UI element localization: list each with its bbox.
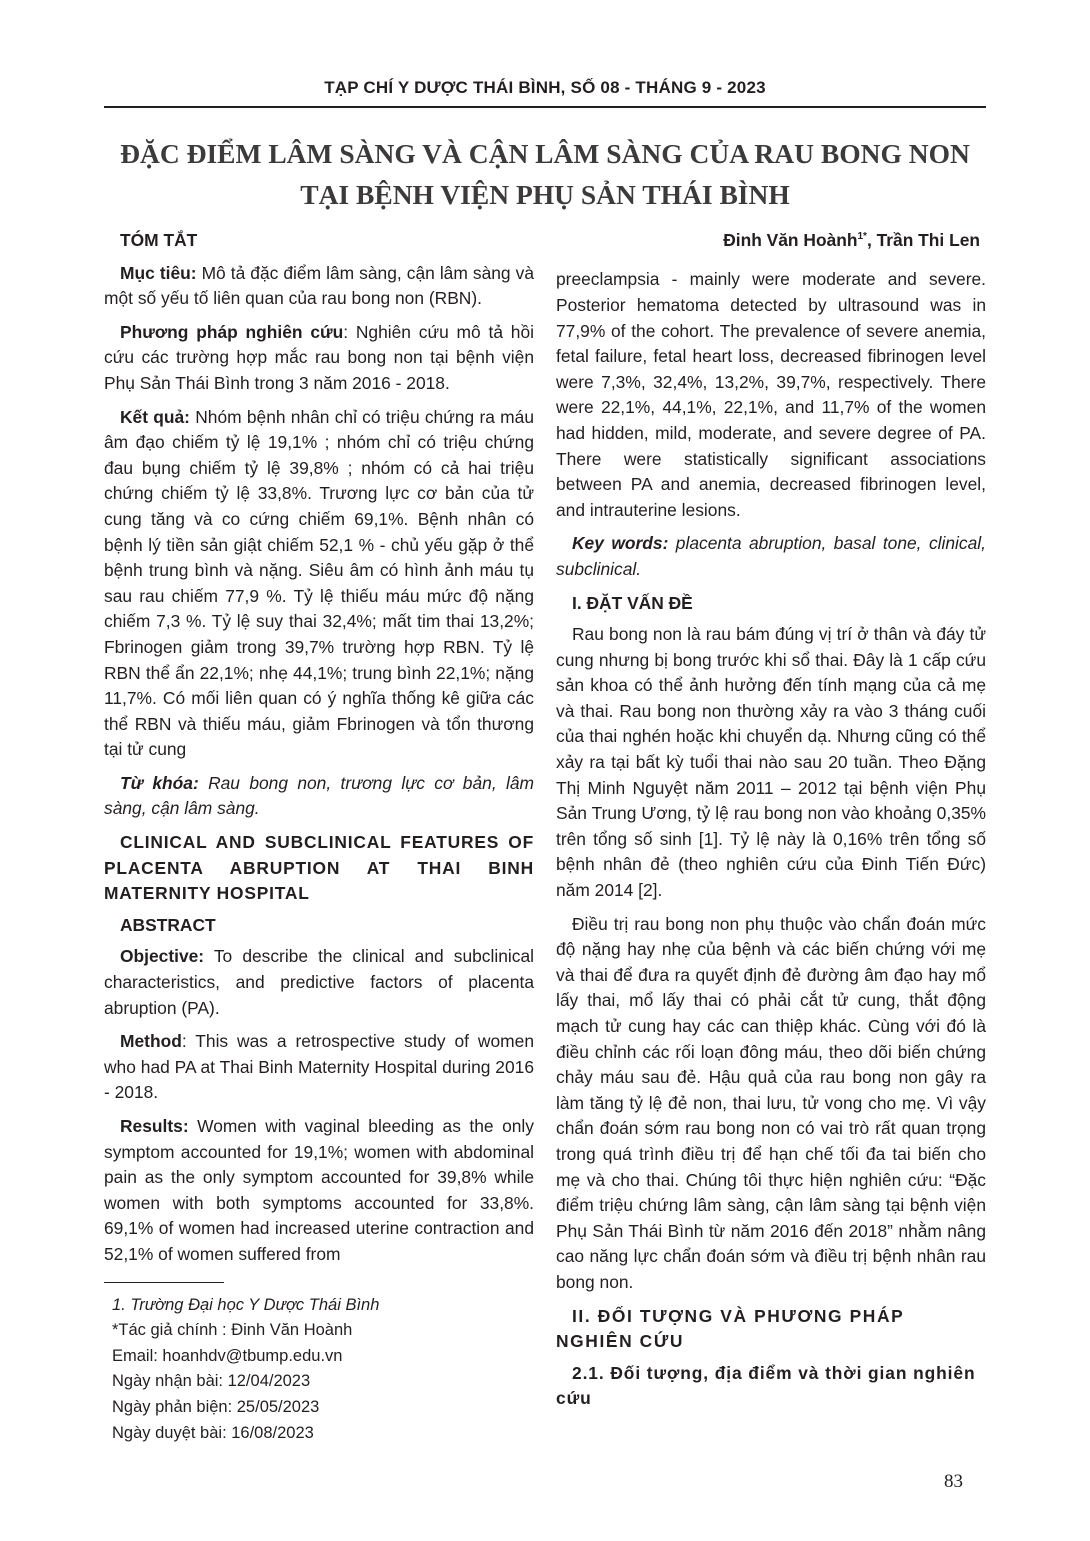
vn-objective-text: Mô tả đặc điểm lâm sàng, cận lâm sàng và một số yếu tố liên quan của rau bong non (RBN). bbox=[104, 262, 534, 309]
footnote-corresponding-author: *Tác giả chính : Đinh Văn Hoành bbox=[112, 1321, 353, 1340]
en-keywords-text: placenta abruption, basal tone, clinical, subclinical. bbox=[556, 533, 986, 579]
section-2-1-heading: 2.1. Đối tượng, địa điểm và thời gian nghiên cứu bbox=[556, 1362, 976, 1409]
footnotes bbox=[104, 1293, 534, 1447]
en-objective bbox=[104, 944, 534, 1021]
vn-method bbox=[104, 320, 534, 397]
article-title-line-1: ĐẶC ĐIỂM LÂM SÀNG VÀ CẬN LÂM SÀNG CỦA RAU BONG NON bbox=[120, 138, 970, 169]
author-2: Trần Thi Len bbox=[876, 229, 980, 250]
footnote-email: Email: hoanhdv@tbump.edu.vn bbox=[112, 1346, 343, 1365]
author-1: Đinh Văn Hoành bbox=[723, 229, 858, 250]
page-number: 83 bbox=[944, 1471, 963, 1492]
en-keywords bbox=[556, 531, 986, 582]
journal-header: TẠP CHÍ Y DƯỢC THÁI BÌNH, SỐ 08 - THÁNG 9 - 2023 bbox=[324, 78, 766, 97]
en-objective-label: Objective: bbox=[120, 946, 205, 967]
footnote-affiliation: 1. Trường Đại học Y Dược Thái Bình bbox=[112, 1295, 380, 1314]
vn-method-text: : Nghiên cứu mô tả hồi cứu các trường hợp mắc rau bong non tại bệnh viện Phụ Sản Thái Bình trong 3 năm 2016 - 2018. bbox=[104, 321, 535, 393]
footnote-accepted-date: Ngày duyệt bài: 16/08/2023 bbox=[112, 1423, 314, 1442]
en-results-text: Women with vaginal bleeding as the only symptom accounted for 19,1%; women with abdominal pain as the only symptom accounted for 39,8% while women with both symptoms accounted for 33,8%. 69,1% of women had increased uterine contraction and 52,1% of women suffered from bbox=[104, 1116, 534, 1264]
en-method bbox=[104, 1029, 534, 1106]
vn-results bbox=[104, 405, 534, 763]
en-objective-text: To describe the clinical and subclinical characteristics, and predictive factors of placenta abruption (PA). bbox=[104, 946, 534, 1018]
section-1-paragraph-1: Rau bong non là rau bám đúng vị trí ở thân và đáy tử cung nhưng bị bong trước khi sổ thai. Đây là 1 cấp cứu sản khoa có thể ảnh hưởng đến tính mạng của cả mẹ và thai. Rau bong non thường xảy ra vào 3 tháng cuối của thai nghén hoặc khi chuyển dạ. Nhưng cũng có thể xảy ra tại bất kỳ tuổi thai nào sau 20 tuần. Theo Đặng Thị Minh Nguyệt năm 2011 – 2012 tại bệnh viện Phụ Sản Trung Ương, tỷ lệ rau bong non vào khoảng 0,35% trên tổng số sinh [1]. Tỷ lệ này là 0,16% trên tổng số bệnh nhân đẻ (theo nghiên cứu của Đinh Tiến Đức) năm 2014 [2]. bbox=[556, 624, 986, 901]
footnote-rule bbox=[104, 1282, 224, 1283]
article-title bbox=[60, 133, 1030, 215]
en-results-label: Results: bbox=[120, 1116, 189, 1136]
author-separator: , bbox=[866, 229, 877, 250]
vn-results-text: Nhóm bệnh nhân chỉ có triệu chứng ra máu âm đạo chiếm tỷ lệ 19,1% ; nhóm chỉ có triệu chứng đau bụng chiếm tỷ lệ 39,8% ; nhóm có cả hai triệu chứng chiếm tỷ lệ 33,8%. Trương lực cơ bản của tử cung tăng và co cứng chiếm 69,1%. Bệnh nhân có bệnh lý tiền sản giật chiếm 52,1 % - chủ yếu gặp ở thể bệnh trung bình và nặng. Siêu âm có hình ảnh máu tụ sau rau chiếm 77,9 %. Tỷ lệ thiếu máu mức độ nặng chiếm 7,3 %. Tỷ lệ suy thai 32,4%; mất tim thai 13,2%; Fbrinogen giảm trong 39,7% trường hợp RBN. Tỷ lệ RBN thể ẩn 22,1%; nhẹ 44,1%; trung bình 22,1%; nặng 11,7%. Có mối liên quan có ý nghĩa thống kê giữa các thể RBN và thiếu máu, giảm Fbrinogen và tổn thương tại tử cung bbox=[104, 406, 534, 760]
section-2-heading: II. ĐỐI TƯỢNG VÀ PHƯƠNG PHÁP NGHIÊN CỨU bbox=[556, 1305, 905, 1352]
vn-abstract-heading: TÓM TẮT bbox=[120, 230, 198, 250]
vn-objective-label: Mục tiêu: bbox=[120, 262, 197, 283]
vn-results-label: Kết quả: bbox=[120, 406, 190, 427]
article-title-line-2: TẠI BỆNH VIỆN PHỤ SẢN THÁI BÌNH bbox=[300, 179, 790, 210]
author-1-affiliation-mark: 1* bbox=[857, 231, 867, 242]
en-results-continued: preeclampsia - mainly were moderate and severe. Posterior hematoma detected by ultrasound was in 77,9% of the cohort. The prevalence of severe anemia, fetal failure, fetal heart loss, decreased fibrinogen level were 7,3%, 32,4%, 13,2%, 39,7%, respectively. There were 22,1%, 44,1%, 22,1%, and 11,7% of the women had hidden, mild, moderate, and severe degree of PA. There were statistically significant associations between PA and anemia, decreased fibrinogen level, and intrauterine lesions. bbox=[556, 269, 986, 520]
vn-keywords-label: Từ khóa: bbox=[120, 772, 199, 793]
section-1-heading: I. ĐẶT VẤN ĐỀ bbox=[572, 592, 693, 613]
vn-keywords-text: Rau bong non, trương lực cơ bản, lâm sàng, cận lâm sàng. bbox=[104, 772, 534, 819]
header-rule bbox=[104, 106, 986, 108]
en-article-title: CLINICAL AND SUBCLINICAL FEATURES OF PLACENTA ABRUPTION AT THAI BINH MATERNITY HOSPITAL bbox=[104, 832, 534, 904]
authors bbox=[556, 224, 986, 253]
footnote-reviewed-date: Ngày phản biện: 25/05/2023 bbox=[112, 1397, 320, 1416]
en-method-label: Method bbox=[120, 1031, 182, 1052]
en-abstract-heading: ABSTRACT bbox=[120, 914, 216, 935]
en-results bbox=[104, 1114, 534, 1268]
footnote-received-date: Ngày nhận bài: 12/04/2023 bbox=[112, 1372, 311, 1391]
section-1-paragraph-2: Điều trị rau bong non phụ thuộc vào chẩn đoán mức độ nặng hay nhẹ của bệnh và các biến chứng với mẹ và thai để đưa ra quyết định đẻ đường âm đạo hay mổ lấy thai, mổ lấy thai có phải cắt tử cung, thắt động mạch tử cung hay các can thiệp khác. Cùng với đó là điều chỉnh các rối loạn đông máu, theo dõi biến chứng chảy máu sau đẻ. Hậu quả của rau bong non gây ra làm tăng tỷ lệ đẻ non, thai lưu, tử vong cho mẹ. Vì vậy chẩn đoán sớm rau bong non có vai trò rất quan trọng trong quá trình điều trị để hạn chế tối đa tai biến cho mẹ và cho thai. Chúng tôi thực hiện nghiên cứu: “Đặc điểm triệu chứng lâm sàng, cận lâm sàng tại bệnh viện Phụ Sản Thái Bình từ năm 2016 đến 2018” nhằm nâng cao năng lực chẩn đoán sớm và điều trị bệnh nhân rau bong non. bbox=[556, 913, 986, 1292]
en-method-text: : This was a retrospective study of women who had PA at Thai Binh Maternity Hospital during 2016 - 2018. bbox=[104, 1031, 534, 1103]
vn-objective bbox=[104, 261, 534, 312]
en-keywords-label: Key words: bbox=[572, 533, 669, 554]
vn-method-label: Phương pháp nghiên cứu bbox=[120, 321, 344, 342]
left-column bbox=[104, 228, 534, 1446]
right-column bbox=[556, 224, 986, 1418]
vn-keywords bbox=[104, 771, 534, 822]
